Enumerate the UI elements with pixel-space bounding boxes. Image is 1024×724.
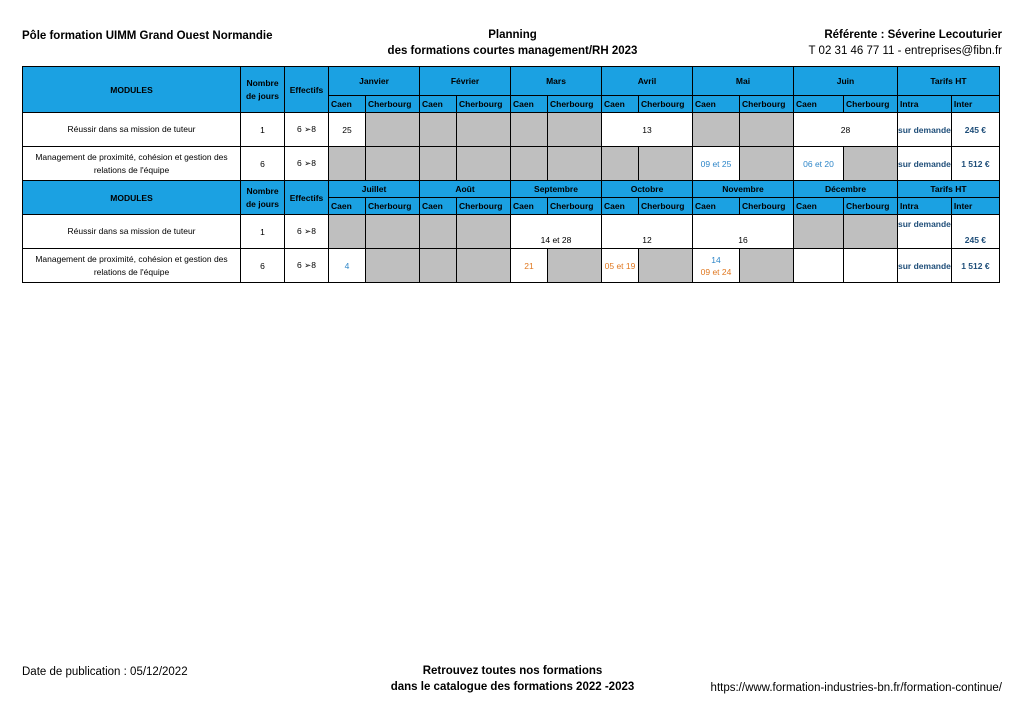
city-cherbourg: Cherbourg [457,198,511,215]
month-decembre: Décembre [794,181,898,198]
jours-value: 6 [241,249,285,283]
month-fevrier: Février [420,67,511,96]
empty-cell [794,249,844,283]
date-cell-line: 14 [711,254,721,265]
table-row [23,147,1000,181]
date-cell: 09 et 25 [693,147,740,181]
date-cell [693,249,740,283]
month-juin: Juin [794,67,898,96]
unavailable-cell [420,249,457,283]
catalogue-line-1: Retrouvez toutes nos formations [422,665,603,677]
inter-price: 245 € [951,113,999,147]
date-cell: 06 et 20 [794,147,844,181]
city-caen: Caen [602,198,639,215]
city-caen: Caen [794,198,844,215]
city-cherbourg: Cherbourg [639,96,693,113]
unavailable-cell [740,113,794,147]
date-cell: 25 [329,113,366,147]
unavailable-cell [548,249,602,283]
jours-value: 6 [241,147,285,181]
month-novembre: Novembre [693,181,794,198]
city-caen: Caen [693,96,740,113]
city-caen: Caen [329,198,366,215]
city-cherbourg: Cherbourg [548,198,602,215]
city-caen: Caen [511,96,548,113]
city-cherbourg: Cherbourg [639,198,693,215]
city-caen: Caen [511,198,548,215]
unavailable-cell [420,215,457,249]
city-cherbourg: Cherbourg [366,198,420,215]
unavailable-cell [420,147,457,181]
intra-price: sur demande [898,147,952,181]
city-cherbourg: Cherbourg [844,96,898,113]
effectifs-header: Effectifs [285,181,329,215]
jours-value: 1 [241,113,285,147]
effectif-value: 6 ➢8 [285,147,329,181]
month-septembre: Septembre [511,181,602,198]
unavailable-cell [794,215,844,249]
date-cell: 14 et 28 [511,215,602,249]
nombre-jours-header: Nombre de jours [241,67,285,113]
unavailable-cell [366,249,420,283]
unavailable-cell [639,249,693,283]
website-link[interactable]: https://www.formation-industries-bn.fr/formation-continue/ [710,682,1002,694]
date-cell: 12 [602,215,693,249]
city-cherbourg: Cherbourg [740,96,794,113]
unavailable-cell [548,113,602,147]
city-caen: Caen [329,96,366,113]
modules-header: MODULES [23,67,241,113]
intra-header: Intra [898,198,952,215]
unavailable-cell [844,215,898,249]
unavailable-cell [639,147,693,181]
intra-price: sur demande [898,113,952,147]
effectifs-header: Effectifs [285,67,329,113]
city-caen: Caen [794,96,844,113]
month-juillet: Juillet [329,181,420,198]
date-cell: 4 [329,249,366,283]
tarifs-header: Tarifs HT [898,181,1000,198]
table-row [23,215,1000,249]
month-janvier: Janvier [329,67,420,96]
city-cherbourg: Cherbourg [548,96,602,113]
organization-name: Pôle formation UIMM Grand Ouest Normandie [22,30,273,42]
unavailable-cell [693,113,740,147]
intra-price: sur demande [898,215,952,249]
month-avril: Avril [602,67,693,96]
module-name: Réussir dans sa mission de tuteur [23,215,241,249]
unavailable-cell [511,147,548,181]
city-caen: Caen [602,96,639,113]
effectif-value: 6 ➢8 [285,215,329,249]
jours-value: 1 [241,215,285,249]
inter-price: 1 512 € [951,147,999,181]
unavailable-cell [740,249,794,283]
document-title [350,27,675,59]
inter-header: Inter [951,96,999,113]
date-cell: 13 [602,113,693,147]
unavailable-cell [457,147,511,181]
table-row [23,249,1000,283]
module-name: Réussir dans sa mission de tuteur [23,113,241,147]
tarifs-header: Tarifs HT [898,67,1000,96]
city-cherbourg: Cherbourg [366,96,420,113]
empty-cell [844,249,898,283]
city-cherbourg: Cherbourg [740,198,794,215]
unavailable-cell [602,147,639,181]
unavailable-cell [329,215,366,249]
date-cell: 05 et 19 [602,249,639,283]
unavailable-cell [366,113,420,147]
city-cherbourg: Cherbourg [457,96,511,113]
planning-table [22,66,1000,283]
inter-price: 245 € [951,215,999,249]
date-cell: 16 [693,215,794,249]
city-caen: Caen [420,96,457,113]
city-cherbourg: Cherbourg [844,198,898,215]
modules-header: MODULES [23,181,241,215]
unavailable-cell [329,147,366,181]
contact-line: T 02 31 46 77 11 - entreprises@fibn.fr [808,45,1002,57]
month-aout: Août [420,181,511,198]
date-cell-line: 09 et 24 [700,266,732,277]
city-caen: Caen [420,198,457,215]
unavailable-cell [420,113,457,147]
month-octobre: Octobre [602,181,693,198]
inter-price: 1 512 € [951,249,999,283]
date-cell: 28 [794,113,898,147]
unavailable-cell [740,147,794,181]
contact-block [809,27,1002,59]
unavailable-cell [457,215,511,249]
catalogue-note [350,663,675,695]
unavailable-cell [844,147,898,181]
intra-price: sur demande [898,249,952,283]
month-mai: Mai [693,67,794,96]
effectif-value: 6 ➢8 [285,113,329,147]
date-cell: 21 [511,249,548,283]
unavailable-cell [366,147,420,181]
unavailable-cell [366,215,420,249]
unavailable-cell [457,249,511,283]
city-caen: Caen [693,198,740,215]
unavailable-cell [548,147,602,181]
table-row [23,113,1000,147]
module-name: Management de proximité, cohésion et gestion des relations de l'équipe [23,249,241,283]
publication-date: Date de publication : 05/12/2022 [22,666,188,678]
intra-header: Intra [898,96,952,113]
title-line-1: Planning [488,29,537,41]
month-mars: Mars [511,67,602,96]
module-name: Management de proximité, cohésion et gestion des relations de l'équipe [23,147,241,181]
unavailable-cell [511,113,548,147]
effectif-value: 6 ➢8 [285,249,329,283]
referent-name: Référente : Séverine Lecouturier [824,29,1002,41]
catalogue-line-2: dans le catalogue des formations 2022 -2023 [390,681,635,693]
inter-header: Inter [951,198,999,215]
nombre-jours-header: Nombre de jours [241,181,285,215]
unavailable-cell [457,113,511,147]
title-line-2: des formations courtes management/RH 2023 [387,45,638,57]
